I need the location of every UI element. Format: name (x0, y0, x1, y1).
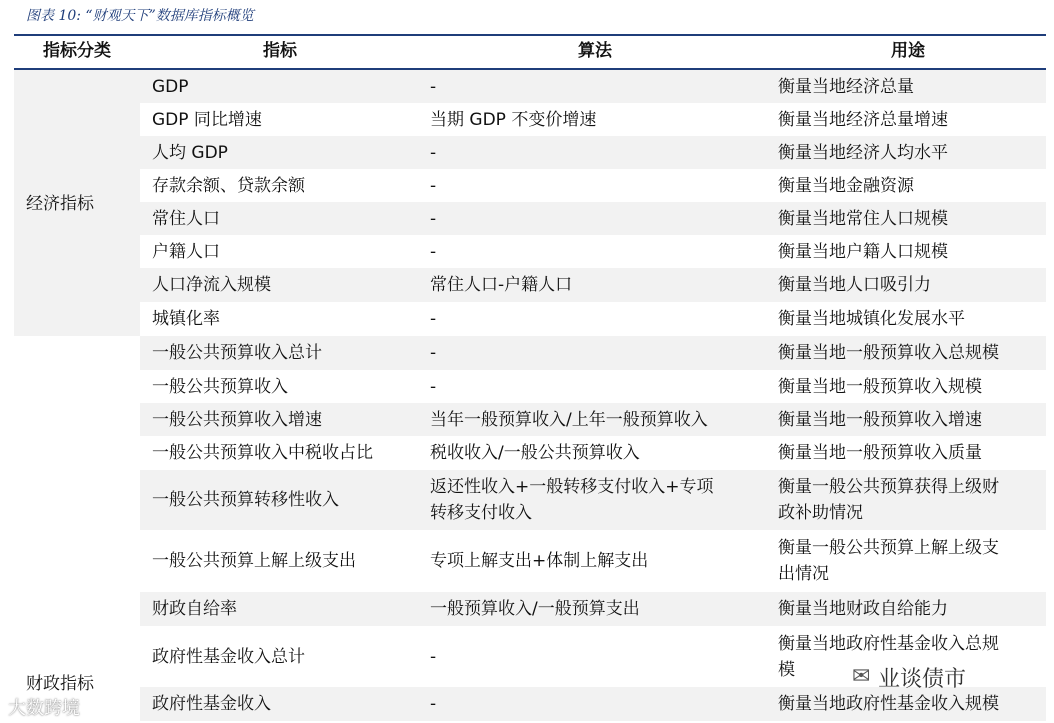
table-row (140, 626, 1046, 687)
algorithm-cell: - (430, 142, 437, 163)
algorithm-cell: 常住人口-户籍人口 (430, 275, 573, 295)
table-row (140, 403, 1046, 436)
table-row (140, 370, 1046, 403)
header-algorithm: 算法 (578, 41, 612, 61)
algorithm-cell: - (430, 208, 437, 229)
purpose-line: 衡量一般公共预算获得上级财 (778, 477, 999, 497)
indicator-cell: 常住人口 (152, 208, 220, 229)
header-category: 指标分类 (43, 41, 111, 61)
algorithm-cell: - (430, 76, 437, 97)
algorithm-cell: 当期 GDP 不变价增速 (430, 109, 597, 130)
algorithm-line: 转移支付收入 (430, 503, 532, 523)
purpose-line: 出情况 (778, 564, 829, 584)
table-row (140, 592, 1046, 626)
figure-caption: 图表 10: “财观天下”数据库指标概览 (26, 8, 254, 24)
indicator-cell: 存款余额、贷款余额 (152, 175, 305, 196)
indicator-cell: 一般公共预算转移性收入 (152, 490, 339, 510)
algorithm-cell: - (430, 376, 437, 397)
indicator-cell: 一般公共预算收入总计 (152, 343, 322, 363)
table-row (140, 103, 1046, 136)
table-row (140, 530, 1046, 592)
purpose-line: 政补助情况 (778, 503, 863, 523)
algorithm-cell: 专项上解支出+体制上解支出 (430, 551, 649, 571)
indicator-cell: 户籍人口 (152, 241, 220, 262)
watermark-right: 业谈债市 (878, 667, 967, 692)
category-fiscal: 财政指标 (26, 674, 94, 694)
indicator-cell: 人口净流入规模 (152, 275, 271, 295)
purpose-cell: 衡量当地城镇化发展水平 (778, 309, 965, 329)
table-row (140, 302, 1046, 336)
table-row (140, 268, 1046, 302)
header-purpose: 用途 (891, 41, 925, 61)
purpose-cell: 衡量当地经济总量增速 (778, 109, 948, 130)
purpose-cell: 衡量当地常住人口规模 (778, 208, 948, 229)
purpose-line: 模 (778, 659, 795, 680)
indicator-cell: GDP 同比增速 (152, 109, 262, 130)
indicator-cell: 政府性基金收入 (152, 694, 271, 714)
table-row (140, 436, 1046, 470)
table-row (140, 235, 1046, 268)
table-row (140, 687, 1046, 721)
purpose-cell: 衡量当地财政自给能力 (778, 599, 948, 619)
purpose-cell: 衡量当地一般预算收入总规模 (778, 343, 999, 363)
watermark-left: 大数跨境 (8, 698, 80, 719)
purpose-cell: 衡量当地一般预算收入增速 (778, 409, 982, 430)
purpose-cell (778, 530, 1042, 592)
purpose-cell: 衡量当地人口吸引力 (778, 275, 931, 295)
algorithm-cell: 当年一般预算收入/上年一般预算收入 (430, 409, 708, 430)
algorithm-cell: - (430, 309, 437, 329)
algorithm-cell (430, 470, 770, 530)
header-indicator: 指标 (263, 41, 297, 61)
purpose-cell: 衡量当地一般预算收入规模 (778, 376, 982, 397)
table-row (140, 136, 1046, 169)
purpose-cell (778, 470, 1042, 530)
indicator-cell: 一般公共预算收入增速 (152, 409, 322, 430)
indicator-cell: 一般公共预算收入中税收占比 (152, 443, 373, 463)
indicator-cell: GDP (152, 76, 189, 97)
purpose-cell (778, 626, 1042, 687)
algorithm-cell: - (430, 241, 437, 262)
wechat-icon: ✉ (852, 664, 871, 689)
table-row (140, 70, 1046, 103)
purpose-cell: 衡量当地金融资源 (778, 175, 914, 196)
purpose-line: 衡量当地政府性基金收入总规 (778, 633, 999, 654)
table-row (140, 336, 1046, 370)
category-economic: 经济指标 (26, 194, 94, 214)
algorithm-cell: 一般预算收入/一般预算支出 (430, 599, 640, 619)
purpose-cell: 衡量当地经济总量 (778, 76, 914, 97)
indicator-cell: 政府性基金收入总计 (152, 646, 305, 667)
purpose-line: 衡量一般公共预算上解上级支 (778, 538, 999, 558)
algorithm-cell: - (430, 343, 437, 363)
algorithm-cell: - (430, 694, 437, 714)
purpose-cell: 衡量当地一般预算收入质量 (778, 443, 982, 463)
indicator-cell: 一般公共预算收入 (152, 376, 288, 397)
table-row (140, 470, 1046, 530)
purpose-cell: 衡量当地政府性基金收入规模 (778, 694, 999, 714)
indicator-cell: 人均 GDP (152, 142, 228, 163)
table-row (140, 169, 1046, 202)
indicator-cell: 财政自给率 (152, 599, 237, 619)
algorithm-cell: 税收收入/一般公共预算收入 (430, 443, 640, 463)
indicator-cell: 城镇化率 (152, 309, 220, 329)
purpose-cell: 衡量当地经济人均水平 (778, 142, 948, 163)
purpose-cell: 衡量当地户籍人口规模 (778, 241, 948, 262)
algorithm-cell: - (430, 646, 437, 667)
algorithm-cell: - (430, 175, 437, 196)
table-row (140, 202, 1046, 235)
algorithm-line: 返还性收入+一般转移支付收入+专项 (430, 477, 714, 497)
indicator-cell: 一般公共预算上解上级支出 (152, 551, 356, 571)
